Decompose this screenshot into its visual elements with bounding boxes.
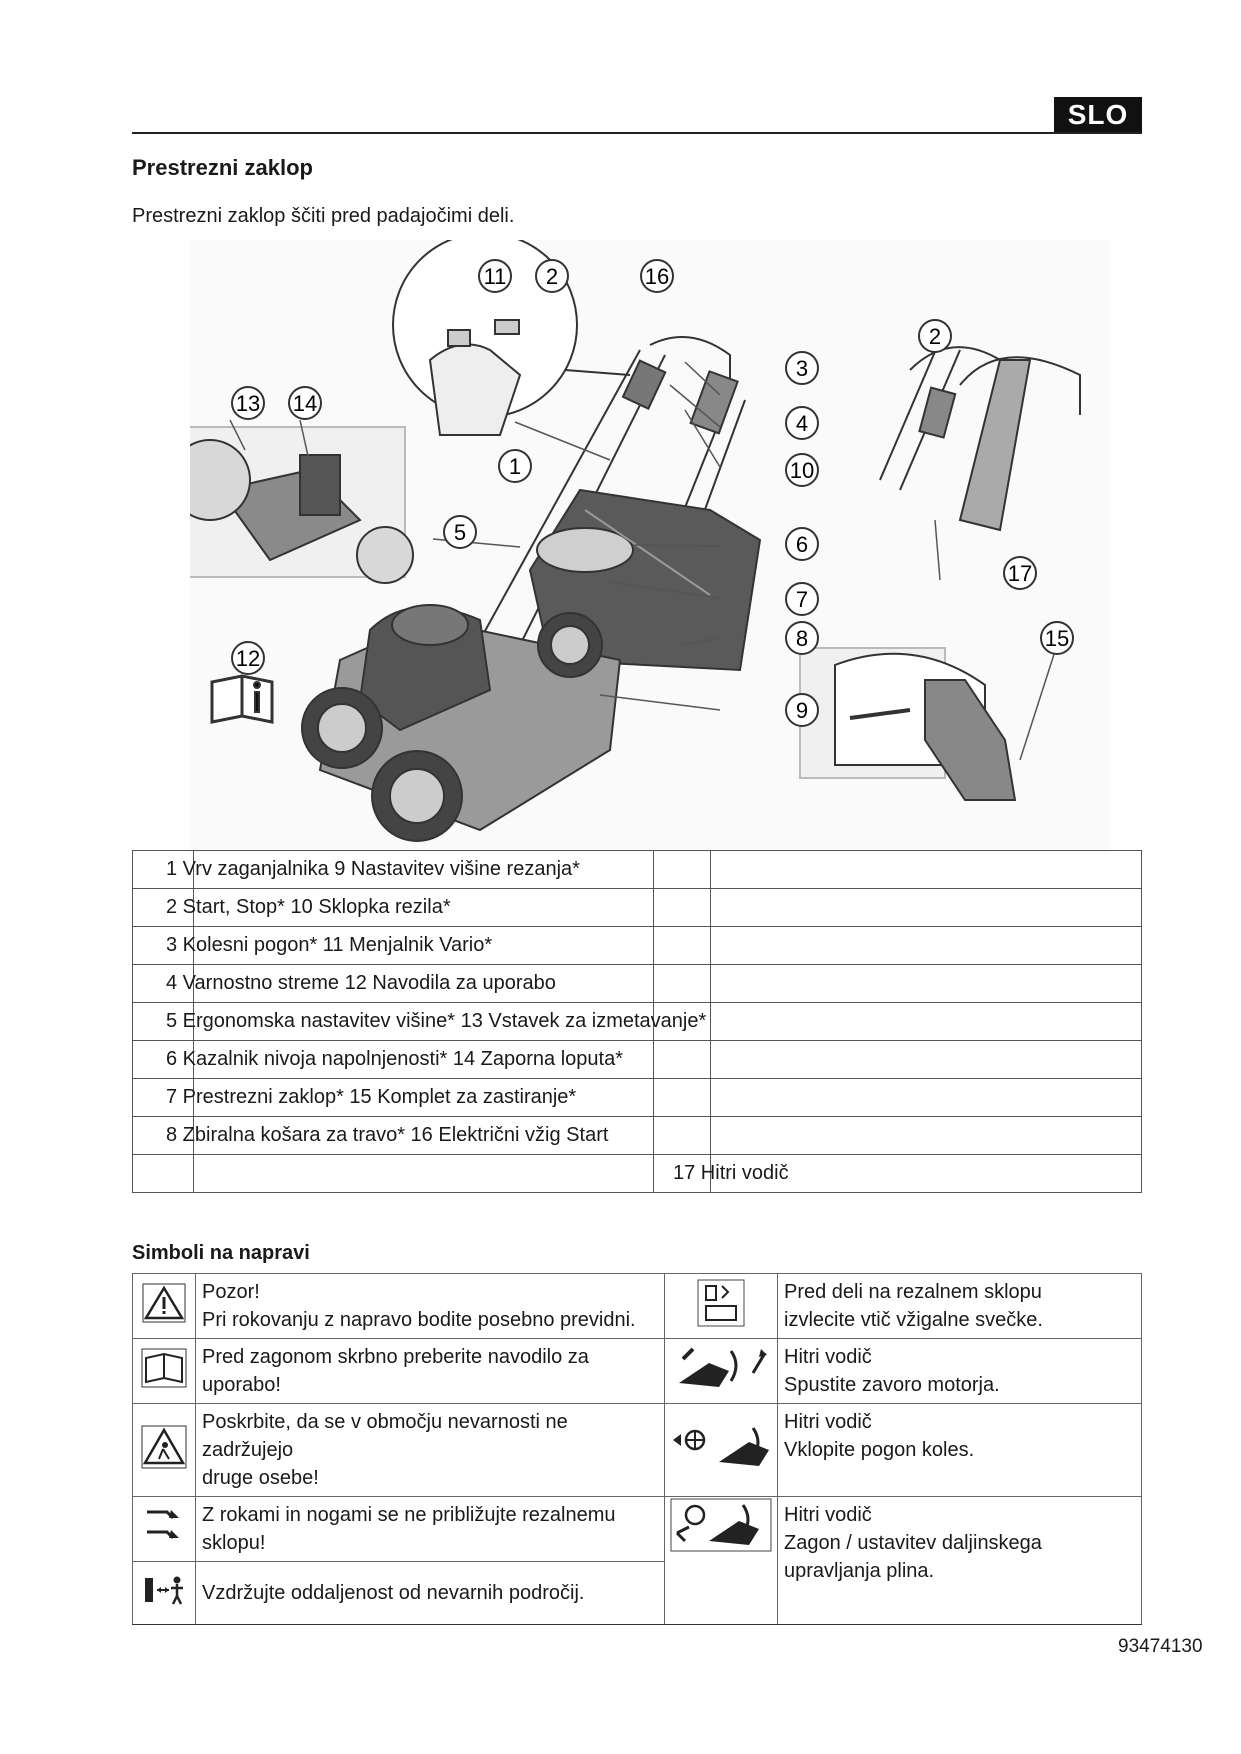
symbol-text-left-2: Pred zagonom skrbno preberite navodilo za uporabo! — [196, 1339, 665, 1404]
spark-plug-icon — [665, 1274, 778, 1339]
parts-row-text: 7 Prestrezni zaklop* 15 Komplet za zastiranje* — [166, 1086, 577, 1108]
callout-7 — [786, 583, 818, 615]
symbol-text-right-4: Hitri vodič Zagon / ustavitev daljinskega upravljanja plina. — [778, 1497, 1142, 1625]
parts-row — [133, 927, 1142, 965]
parts-row — [133, 1003, 1142, 1041]
svg-text:7: 7 — [795, 587, 809, 612]
callout-13 — [232, 387, 264, 419]
parts-row-text: 6 Kazalnik nivoja napolnjenosti* 14 Zaporna loputa* — [166, 1048, 623, 1070]
svg-text:10: 10 — [789, 458, 815, 483]
throttle-lever-icon — [665, 1497, 778, 1625]
parts-row — [133, 1041, 1142, 1079]
symbol-text-left-5: Vzdržujte oddaljenost od nevarnih področij. — [196, 1562, 665, 1625]
svg-text:14: 14 — [292, 391, 318, 416]
parts-row-text: 4 Varnostno streme 12 Navodila za uporabo — [166, 972, 556, 994]
bottom-rule — [132, 1624, 1142, 1625]
parts-table — [132, 850, 1142, 1193]
symbols-title: Simboli na napravi — [132, 1242, 310, 1264]
parts-row-text: 17 Hitri vodič — [673, 1162, 789, 1184]
brake-lever-icon — [665, 1339, 778, 1404]
callout-9 — [786, 694, 818, 726]
svg-text:4: 4 — [795, 411, 809, 436]
svg-text:2: 2 — [545, 264, 559, 289]
parts-row — [133, 851, 1142, 889]
callout-6 — [786, 528, 818, 560]
callout-4 — [786, 407, 818, 439]
svg-text:12: 12 — [235, 646, 261, 671]
language-badge: SLO — [1054, 97, 1142, 133]
callout-10 — [786, 454, 818, 486]
svg-text:8: 8 — [795, 626, 809, 651]
svg-text:13: 13 — [235, 391, 261, 416]
drive-lever-icon — [665, 1404, 778, 1497]
lawnmower-diagram — [190, 240, 1110, 852]
callout-8 — [786, 622, 818, 654]
svg-text:2: 2 — [928, 324, 942, 349]
callout-5 — [444, 516, 476, 548]
keep-distance-icon — [133, 1562, 196, 1625]
document-number: 93474130 — [1118, 1636, 1203, 1657]
parts-row-text: 8 Zbiralna košara za travo* 16 Električni vžig Start — [166, 1124, 609, 1146]
symbol-text-right-3: Hitri vodič Vklopite pogon koles. — [778, 1404, 1142, 1497]
callout-3 — [786, 352, 818, 384]
svg-text:11: 11 — [483, 264, 507, 289]
parts-row-text: 5 Ergonomska nastavitev višine* 13 Vstavek za izmetavanje* — [166, 1010, 707, 1032]
section-intro: Prestrezni zaklop ščiti pred padajočimi deli. — [132, 205, 515, 227]
parts-row-text: 3 Kolesni pogon* 11 Menjalnik Vario* — [166, 934, 493, 956]
svg-text:5: 5 — [453, 520, 467, 545]
parts-row-text: 2 Start, Stop* 10 Sklopka rezila* — [166, 896, 451, 918]
callout-2b — [919, 320, 951, 352]
symbol-text-left-4: Z rokami in nogami se ne približujte rezalnemu sklopu! — [196, 1497, 665, 1562]
callout-17 — [1004, 557, 1036, 589]
parts-row — [133, 1117, 1142, 1155]
callout-15 — [1041, 622, 1073, 654]
callout-11 — [479, 260, 511, 292]
symbol-text-left-3: Poskrbite, da se v območju nevarnosti ne zadržujejo druge osebe! — [196, 1404, 665, 1497]
parts-row — [133, 965, 1142, 1003]
callout-12 — [232, 642, 264, 674]
svg-text:3: 3 — [795, 356, 809, 381]
svg-text:6: 6 — [795, 532, 809, 557]
section-title: Prestrezni zaklop — [132, 155, 313, 180]
svg-text:16: 16 — [644, 264, 670, 289]
hand-foot-blade-icon — [133, 1497, 196, 1562]
svg-text:1: 1 — [508, 454, 522, 479]
warning-triangle-icon — [133, 1274, 196, 1339]
symbol-text-right-2: Hitri vodič Spustite zavoro motorja. — [778, 1339, 1142, 1404]
parts-row-text: 1 Vrv zaganjalnika 9 Nastavitev višine rezanja* — [166, 858, 580, 880]
symbol-text-left-1: Pozor! Pri rokovanju z napravo bodite posebno previdni. — [196, 1274, 665, 1339]
svg-text:15: 15 — [1044, 626, 1070, 651]
svg-text:17: 17 — [1007, 561, 1033, 586]
top-rule — [132, 132, 1142, 134]
callout-2 — [536, 260, 568, 292]
parts-row — [133, 1155, 1142, 1193]
parts-row — [133, 889, 1142, 927]
bystander-hazard-icon — [133, 1404, 196, 1497]
callout-14 — [289, 387, 321, 419]
callout-16 — [641, 260, 673, 292]
symbol-text-right-1: Pred deli na rezalnem sklopu izvlecite vtič vžigalne svečke. — [778, 1274, 1142, 1339]
svg-text:9: 9 — [795, 698, 809, 723]
open-book-icon — [133, 1339, 196, 1404]
callout-1 — [499, 450, 531, 482]
symbols-table — [132, 1273, 1142, 1625]
parts-row — [133, 1079, 1142, 1117]
